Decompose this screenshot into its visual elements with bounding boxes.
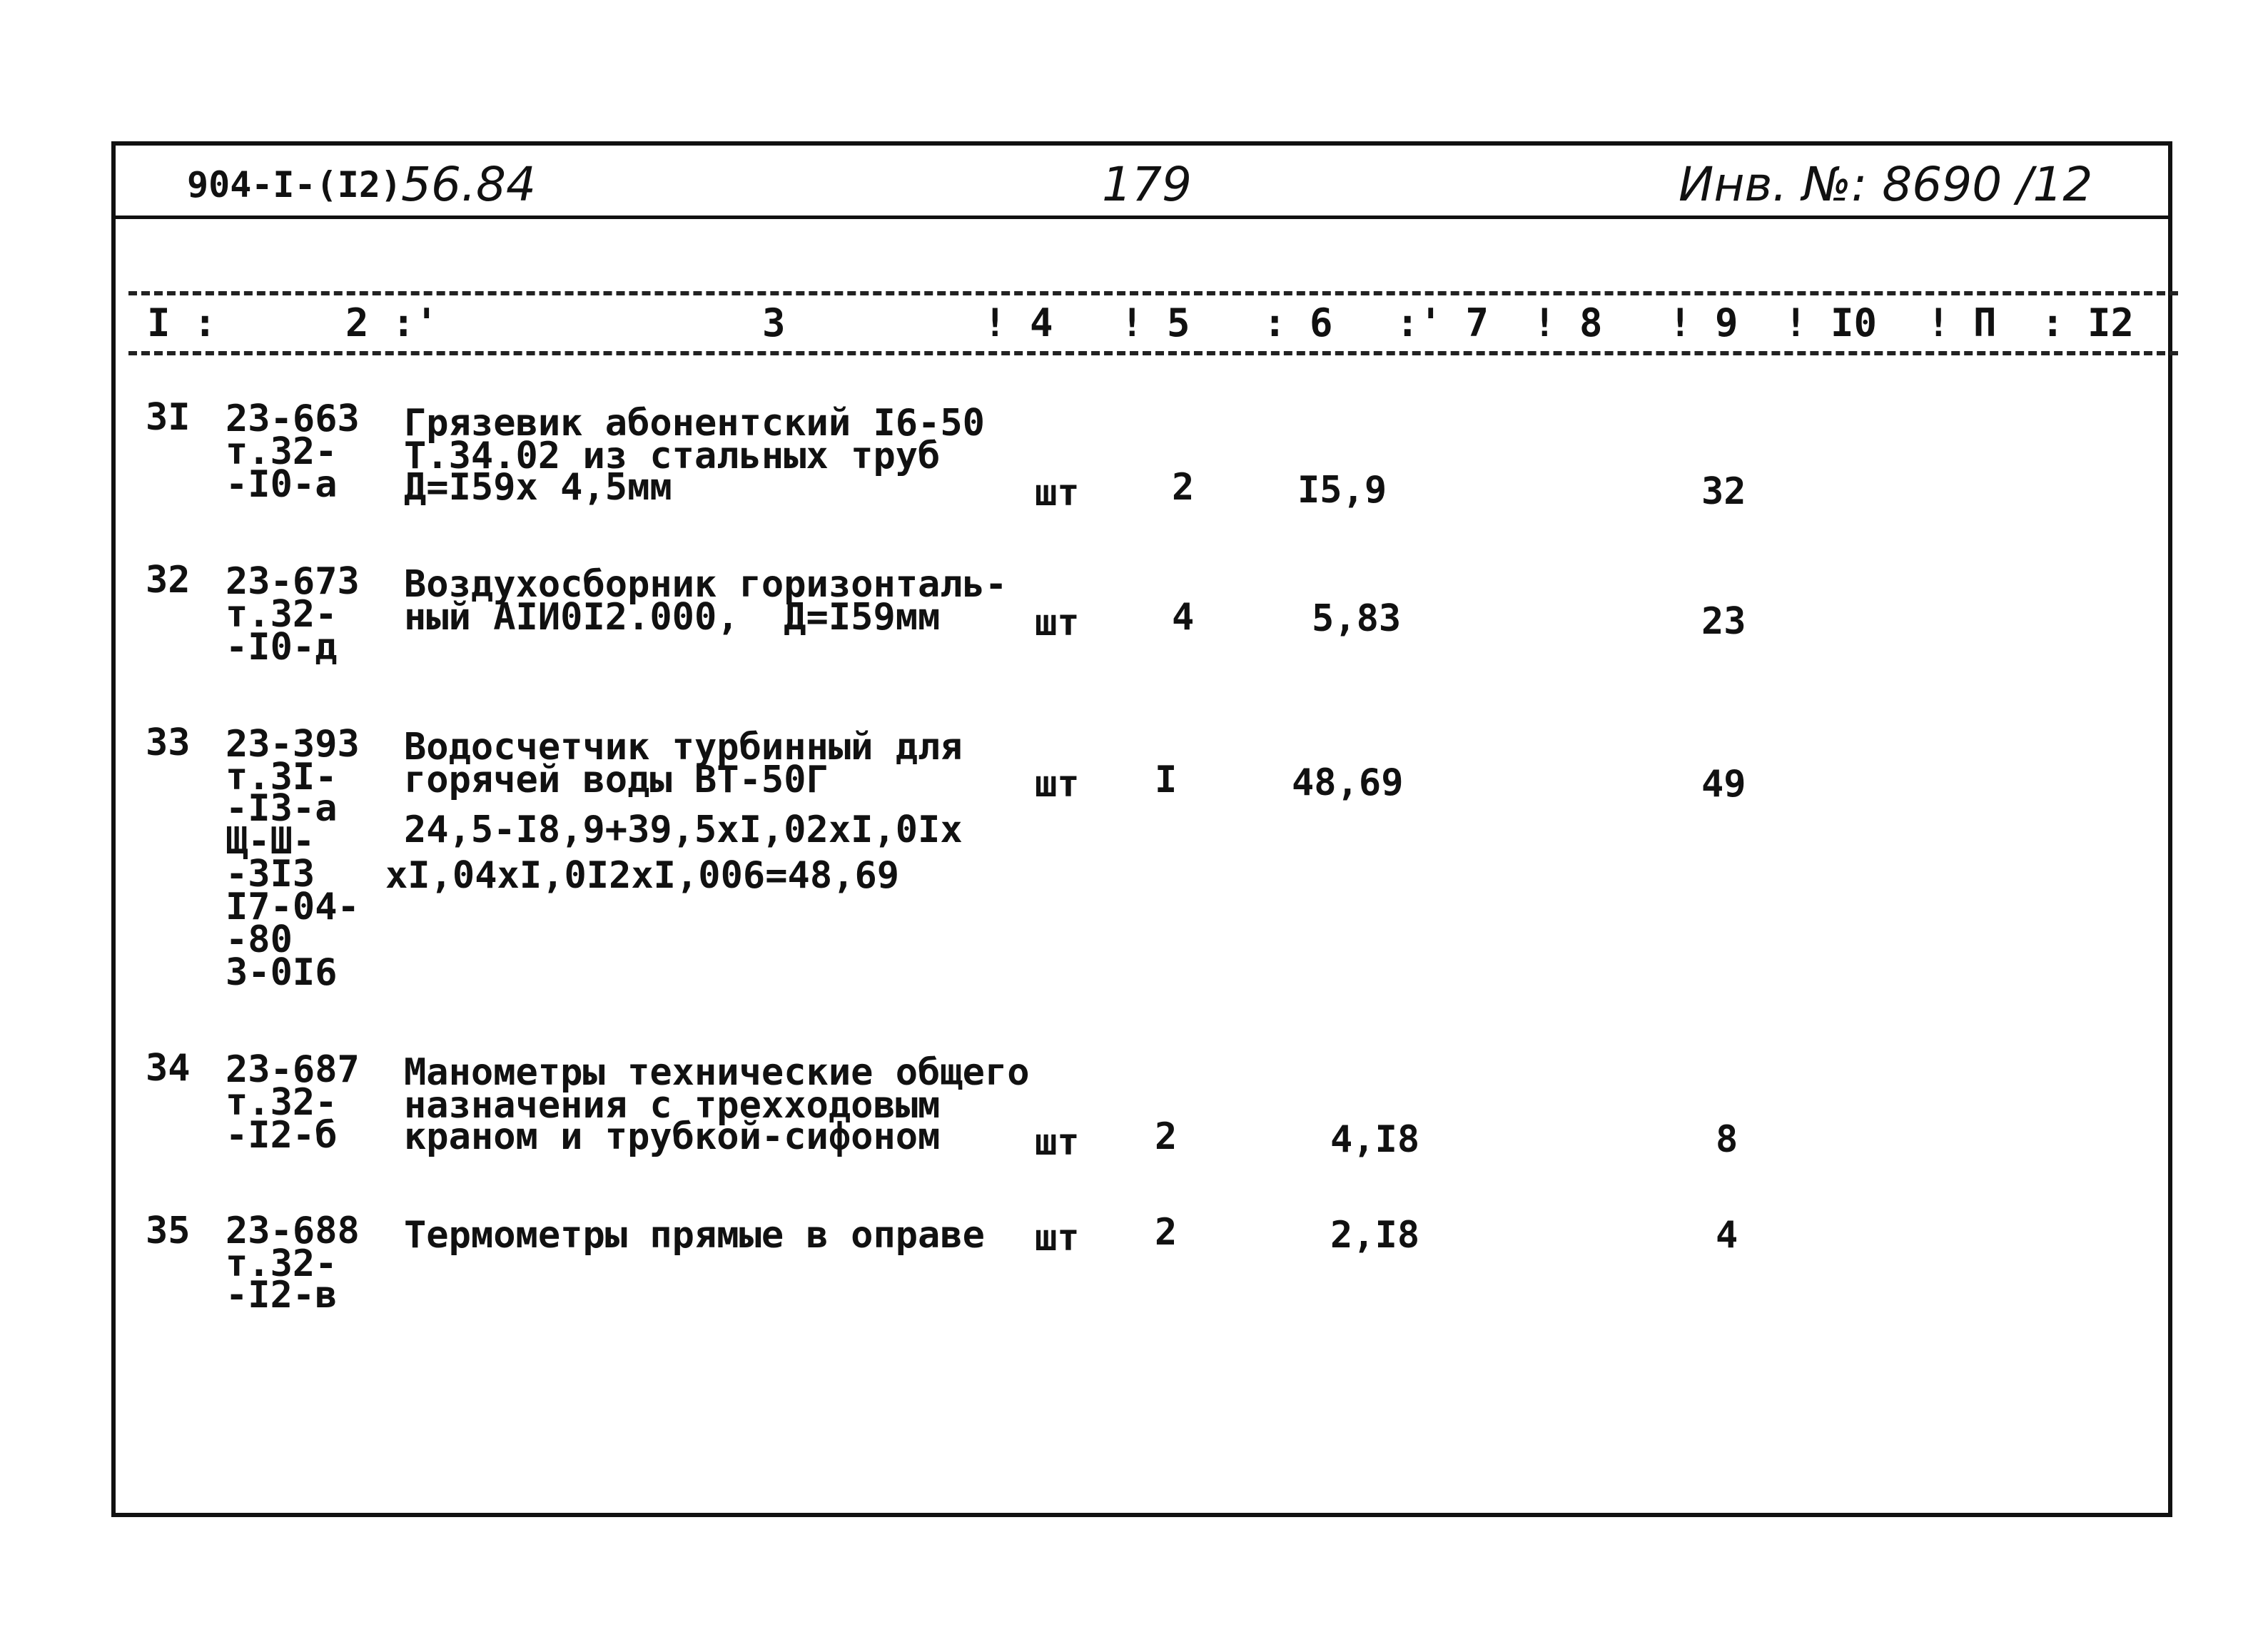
- row-name-line: Т.34.02 из стальных труб: [404, 435, 941, 477]
- row-code-line: т.32-: [226, 593, 338, 636]
- column-header-11: ! П: [1927, 300, 1997, 345]
- row-number: 32: [146, 559, 191, 602]
- column-header-4: ! 4: [983, 300, 1053, 345]
- row-number: 34: [146, 1047, 191, 1090]
- row-number: 3I: [146, 396, 191, 439]
- project-code-handwritten: 56.84: [401, 157, 536, 212]
- row-calculation-line: хI,04хI,0I2хI,006=48,69: [385, 854, 900, 897]
- column-header-top-rule: [128, 291, 2178, 295]
- row-code-line: -I0-д: [226, 626, 338, 669]
- row-total: 23: [1701, 600, 1746, 643]
- row-price: I5,9: [1297, 469, 1387, 512]
- row-name-line: Термометры прямые в оправе: [404, 1214, 985, 1257]
- row-total: 32: [1701, 470, 1746, 513]
- row-code-line: 23-393: [226, 723, 360, 766]
- header-rule: [116, 216, 2168, 219]
- row-name-line: Грязевик абонентский I6-50: [404, 402, 985, 445]
- row-unit: шт: [1035, 763, 1080, 806]
- column-header-6: : 6: [1263, 300, 1333, 345]
- row-code-line: 23-688: [226, 1210, 360, 1252]
- row-code-line: т.32-: [226, 430, 338, 473]
- row-code-line: т.32-: [226, 1242, 338, 1285]
- row-total: 49: [1701, 763, 1746, 806]
- row-quantity: 2: [1155, 1211, 1178, 1254]
- row-quantity: I: [1155, 759, 1178, 801]
- row-code-line: 3-0I6: [226, 951, 338, 994]
- row-code-line: 23-673: [226, 560, 360, 603]
- row-name-line: Манометры технические общего: [404, 1051, 1030, 1094]
- row-quantity: 4: [1172, 596, 1195, 639]
- row-number: 35: [146, 1210, 191, 1252]
- column-header-10: ! I0: [1784, 300, 1878, 345]
- row-price: 2,I8: [1330, 1214, 1420, 1257]
- row-code-line: 23-687: [226, 1048, 360, 1091]
- row-unit: шт: [1035, 1217, 1080, 1259]
- row-number: 33: [146, 721, 191, 764]
- row-code-line: Щ-Ш-: [226, 820, 315, 863]
- inventory-number-handwritten: Инв. №: 8690 /12: [1679, 157, 2093, 212]
- row-unit: шт: [1035, 1121, 1080, 1164]
- row-unit: шт: [1035, 602, 1080, 644]
- row-code-line: -I2-б: [226, 1114, 338, 1157]
- row-code-line: -I0-а: [226, 463, 338, 506]
- column-header-bottom-rule: [128, 351, 2178, 355]
- column-header-5: ! 5: [1120, 300, 1190, 345]
- row-quantity: 2: [1155, 1115, 1178, 1158]
- row-name-line: назначения с трехходовым: [404, 1084, 941, 1127]
- row-calculation-line: 24,5-I8,9+39,5хI,02хI,0Iх: [404, 809, 963, 851]
- row-price: 5,83: [1312, 597, 1402, 640]
- row-code-line: т.32-: [226, 1081, 338, 1124]
- row-name-line: Воздухосборник горизонталь-: [404, 563, 1008, 606]
- column-header-7: :' 7: [1396, 300, 1489, 345]
- project-code: 904-I-(I2): [187, 164, 403, 206]
- row-price: 4,I8: [1330, 1118, 1420, 1161]
- row-name-line: Д=I59х 4,5мм: [404, 466, 672, 509]
- row-total: 8: [1716, 1118, 1738, 1161]
- column-header-8: ! 8: [1533, 300, 1603, 345]
- row-total: 4: [1716, 1214, 1738, 1257]
- row-price: 48,69: [1292, 761, 1404, 804]
- row-code-line: -I2-в: [226, 1274, 338, 1317]
- column-header-3: 3: [762, 300, 786, 345]
- column-header-9: ! 9: [1669, 300, 1738, 345]
- row-code-line: -80: [226, 918, 293, 961]
- row-name-line: ный АIИ0I2.000, Д=I59мм: [404, 596, 941, 639]
- column-header-2: 2 :': [345, 300, 439, 345]
- row-code-line: I7-04-: [226, 886, 360, 928]
- column-header-12: : I2: [2041, 300, 2135, 345]
- column-header-1: I :: [147, 300, 217, 345]
- row-unit: шт: [1035, 472, 1080, 515]
- row-name-line: Водосчетчик турбинный для: [404, 726, 963, 769]
- row-code-line: т.3I-: [226, 756, 338, 799]
- row-code-line: -I3-а: [226, 787, 338, 830]
- row-name-line: горячей воды ВТ-50Г: [404, 759, 829, 801]
- row-quantity: 2: [1172, 466, 1195, 509]
- row-code-line: -3I3: [226, 853, 315, 896]
- row-code-line: 23-663: [226, 397, 360, 440]
- row-name-line: краном и трубкой-сифоном: [404, 1115, 941, 1158]
- page-number-handwritten: 179: [1102, 157, 1192, 212]
